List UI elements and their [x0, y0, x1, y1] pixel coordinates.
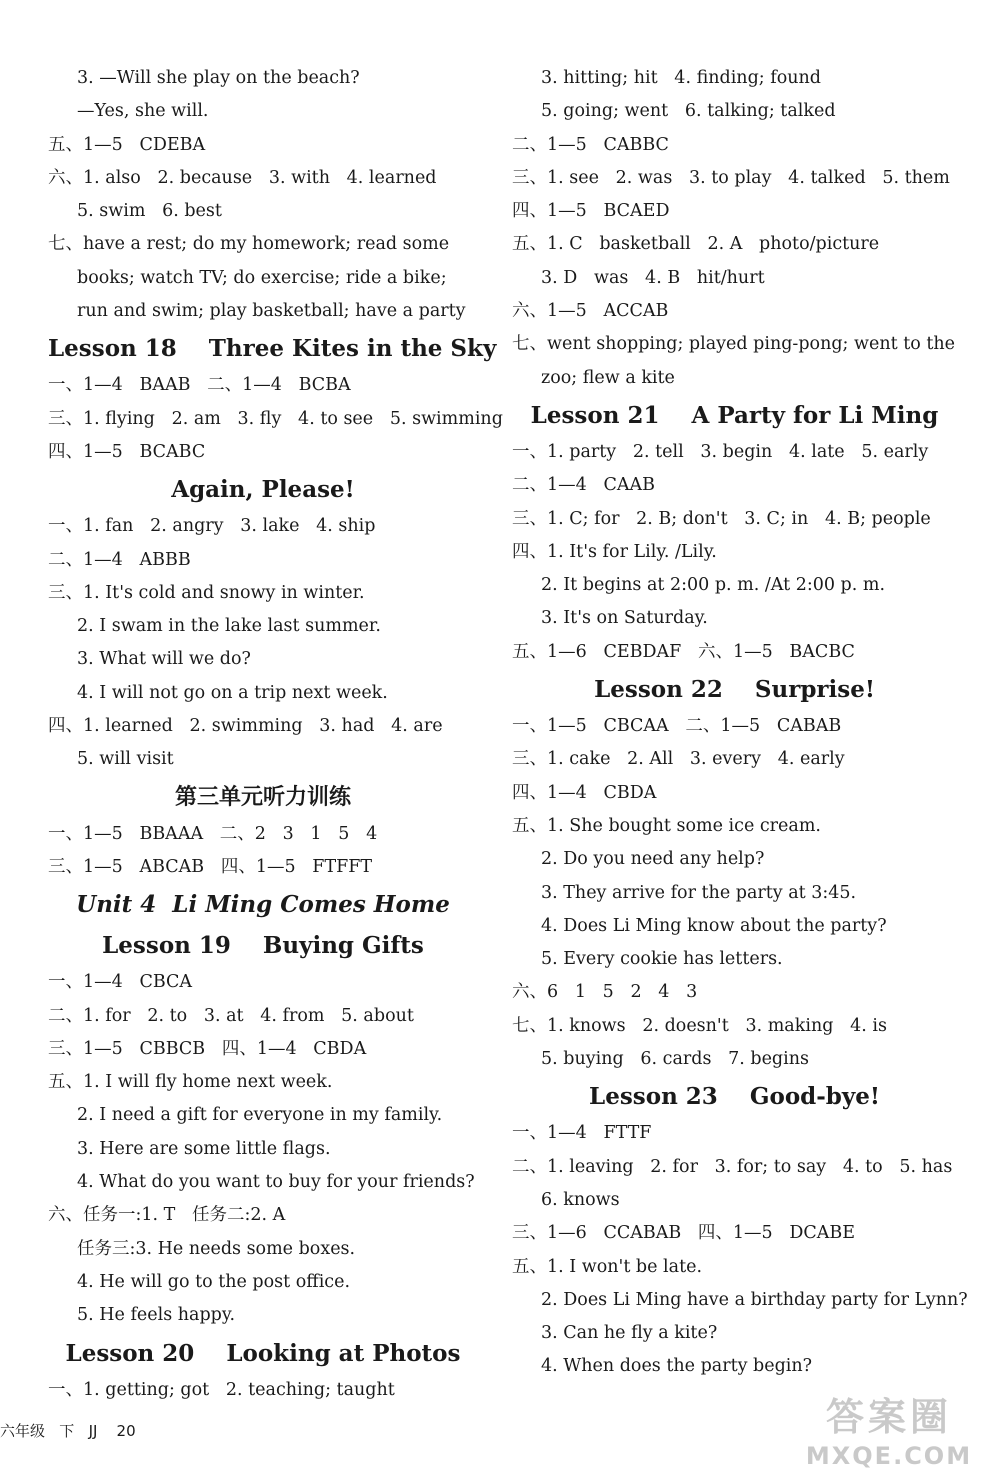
answer-line: 4. When does the party begin?	[541, 1356, 813, 1377]
answer-line: 3. It's on Saturday.	[541, 608, 708, 629]
answer-line: zoo; flew a kite	[541, 367, 675, 388]
answer-line: 3. They arrive for the party at 3:45.	[541, 882, 857, 903]
answer-line: 5. swim 6. best	[77, 201, 222, 222]
section-heading: Lesson 18 Three Kites in the Sky	[48, 335, 497, 363]
answer-line: 2. It begins at 2:00 p. m. /At 2:00 p. m.	[541, 575, 886, 596]
answer-line: 三、1. see 2. was 3. to play 4. talked 5. them	[512, 167, 950, 188]
answer-line: 4. I will not go on a trip next week.	[77, 682, 388, 703]
answer-line: 六、1—5 ACCAB	[512, 301, 669, 322]
answer-line: 七、1. knows 2. doesn't 3. making 4. is	[512, 1015, 887, 1036]
answer-line: 3. Can he fly a kite?	[541, 1323, 718, 1344]
answer-line: 一、1—4 CBCA	[48, 972, 193, 993]
answer-line: 5. going; went 6. talking; talked	[541, 101, 836, 122]
answer-line: 五、1. I won't be late.	[512, 1256, 703, 1277]
answer-line: 一、1. getting; got 2. teaching; taught	[48, 1379, 395, 1400]
answer-line: —Yes, she will.	[77, 101, 209, 122]
answer-line: 四、1. learned 2. swimming 3. had 4. are	[48, 716, 443, 737]
page-footer: 六年级 下 JJ 20	[0, 1422, 136, 1440]
answer-line: 3. Here are some little flags.	[77, 1138, 331, 1159]
answer-line: 三、1—5 ABCAB 四、1—5 FTFFT	[48, 856, 373, 877]
answer-line: 四、1. It's for Lily. /Lily.	[512, 541, 717, 562]
answer-line: 三、1—5 CBBCB 四、1—4 CBDA	[48, 1038, 367, 1059]
answer-line: 六、6 1 5 2 4 3	[512, 982, 698, 1003]
answer-line: 3. hitting; hit 4. finding; found	[541, 68, 821, 88]
answer-line: 6. knows	[541, 1189, 620, 1210]
answer-line: 3. D was 4. B hit/hurt	[541, 267, 765, 288]
watermark-domain: MXQE.COM	[805, 1442, 973, 1470]
answer-line: 二、1—4 CAAB	[512, 475, 655, 496]
answer-line: 2. I swam in the lake last summer.	[77, 616, 381, 637]
answer-line: books; watch TV; do exercise; ride a bike;	[77, 267, 447, 288]
answer-line: 二、1—5 CABBC	[512, 134, 669, 155]
answer-line: 七、went shopping; played ping-pong; went to the	[512, 334, 956, 355]
answer-line: 三、1. C; for 2. B; don't 3. C; in 4. B; people	[512, 508, 931, 529]
right-column	[512, 62, 968, 1384]
answer-line: 五、1—6 CEBDAF 六、1—5 BACBC	[512, 641, 855, 662]
answer-line: 5. Every cookie has letters.	[541, 949, 783, 970]
answer-line: 5. He feels happy.	[77, 1305, 236, 1326]
answer-line: 5. buying 6. cards 7. begins	[541, 1049, 809, 1070]
answer-line: 三、1. flying 2. am 3. fly 4. to see 5. swimming	[48, 408, 503, 429]
answer-line: 3. —Will she play on the beach?	[77, 68, 360, 88]
answer-line: 六、1. also 2. because 3. with 4. learned	[48, 167, 437, 188]
section-heading: Lesson 22 Surprise!	[594, 676, 875, 704]
watermark-title: 答案圈	[825, 1395, 952, 1439]
answer-line: 2. Does Li Ming have a birthday party for Lynn?	[541, 1289, 968, 1310]
section-heading: Lesson 20 Looking at Photos	[65, 1339, 461, 1367]
answer-line: 二、1. leaving 2. for 3. for; to say 4. to 5. has	[512, 1156, 953, 1177]
answer-line: 三、1. It's cold and snowy in winter.	[48, 582, 365, 603]
answer-line: 六、任务一:1. T 任务二:2. A	[48, 1205, 286, 1226]
answer-line: 七、have a rest; do my homework; read some	[48, 234, 450, 255]
answer-line: 四、1—5 BCABC	[48, 441, 206, 462]
answer-line: run and swim; play basketball; have a party	[77, 301, 466, 322]
answer-line: 一、1. party 2. tell 3. begin 4. late 5. early	[512, 441, 929, 462]
section-heading: 第三单元听力训练	[174, 784, 351, 810]
answer-line: 4. He will go to the post office.	[77, 1271, 351, 1292]
answer-line: 四、1—4 CBDA	[512, 782, 657, 803]
answer-line: 五、1. I will fly home next week.	[48, 1072, 333, 1093]
answer-line: 五、1. She bought some ice cream.	[512, 815, 821, 836]
answer-line: 一、1—4 FTTF	[512, 1123, 652, 1144]
section-heading: Unit 4 Li Ming Comes Home	[76, 891, 450, 919]
watermark-logo	[784, 1393, 994, 1477]
answer-line: 三、1—6 CCABAB 四、1—5 DCABE	[512, 1223, 856, 1244]
answer-line: 一、1—5 CBCAA 二、1—5 CABAB	[512, 716, 842, 737]
answer-line: 2. I need a gift for everyone in my family.	[77, 1105, 443, 1126]
answer-line: 一、1—4 BAAB 二、1—4 BCBA	[48, 375, 351, 396]
answer-line: 五、1—5 CDEBA	[48, 134, 206, 155]
answer-line: 一、1—5 BBAAA 二、2 3 1 5 4	[48, 823, 378, 844]
answer-line: 5. will visit	[77, 749, 174, 770]
answer-line: 2. Do you need any help?	[541, 849, 765, 870]
answer-line: 四、1—5 BCAED	[512, 201, 670, 222]
section-heading: Lesson 19 Buying Gifts	[102, 932, 424, 960]
section-heading: Lesson 21 A Party for Li Ming	[530, 401, 939, 429]
section-heading: Again, Please!	[171, 476, 355, 504]
answer-line: 3. What will we do?	[77, 649, 251, 670]
answer-line: 五、1. C basketball 2. A photo/picture	[512, 234, 880, 255]
answer-line: 一、1. fan 2. angry 3. lake 4. ship	[48, 516, 376, 537]
answer-line: 4. What do you want to buy for your friends?	[77, 1172, 475, 1193]
answer-line: 二、1—4 ABBB	[48, 549, 191, 570]
answer-line: 二、1. for 2. to 3. at 4. from 5. about	[48, 1005, 414, 1026]
answer-line: 任务三:3. He needs some boxes.	[77, 1238, 356, 1259]
left-column	[48, 62, 503, 1407]
answer-line: 三、1. cake 2. All 3. every 4. early	[512, 749, 845, 770]
answer-line: 4. Does Li Ming know about the party?	[541, 915, 887, 936]
section-heading: Lesson 23 Good-bye!	[589, 1083, 880, 1111]
